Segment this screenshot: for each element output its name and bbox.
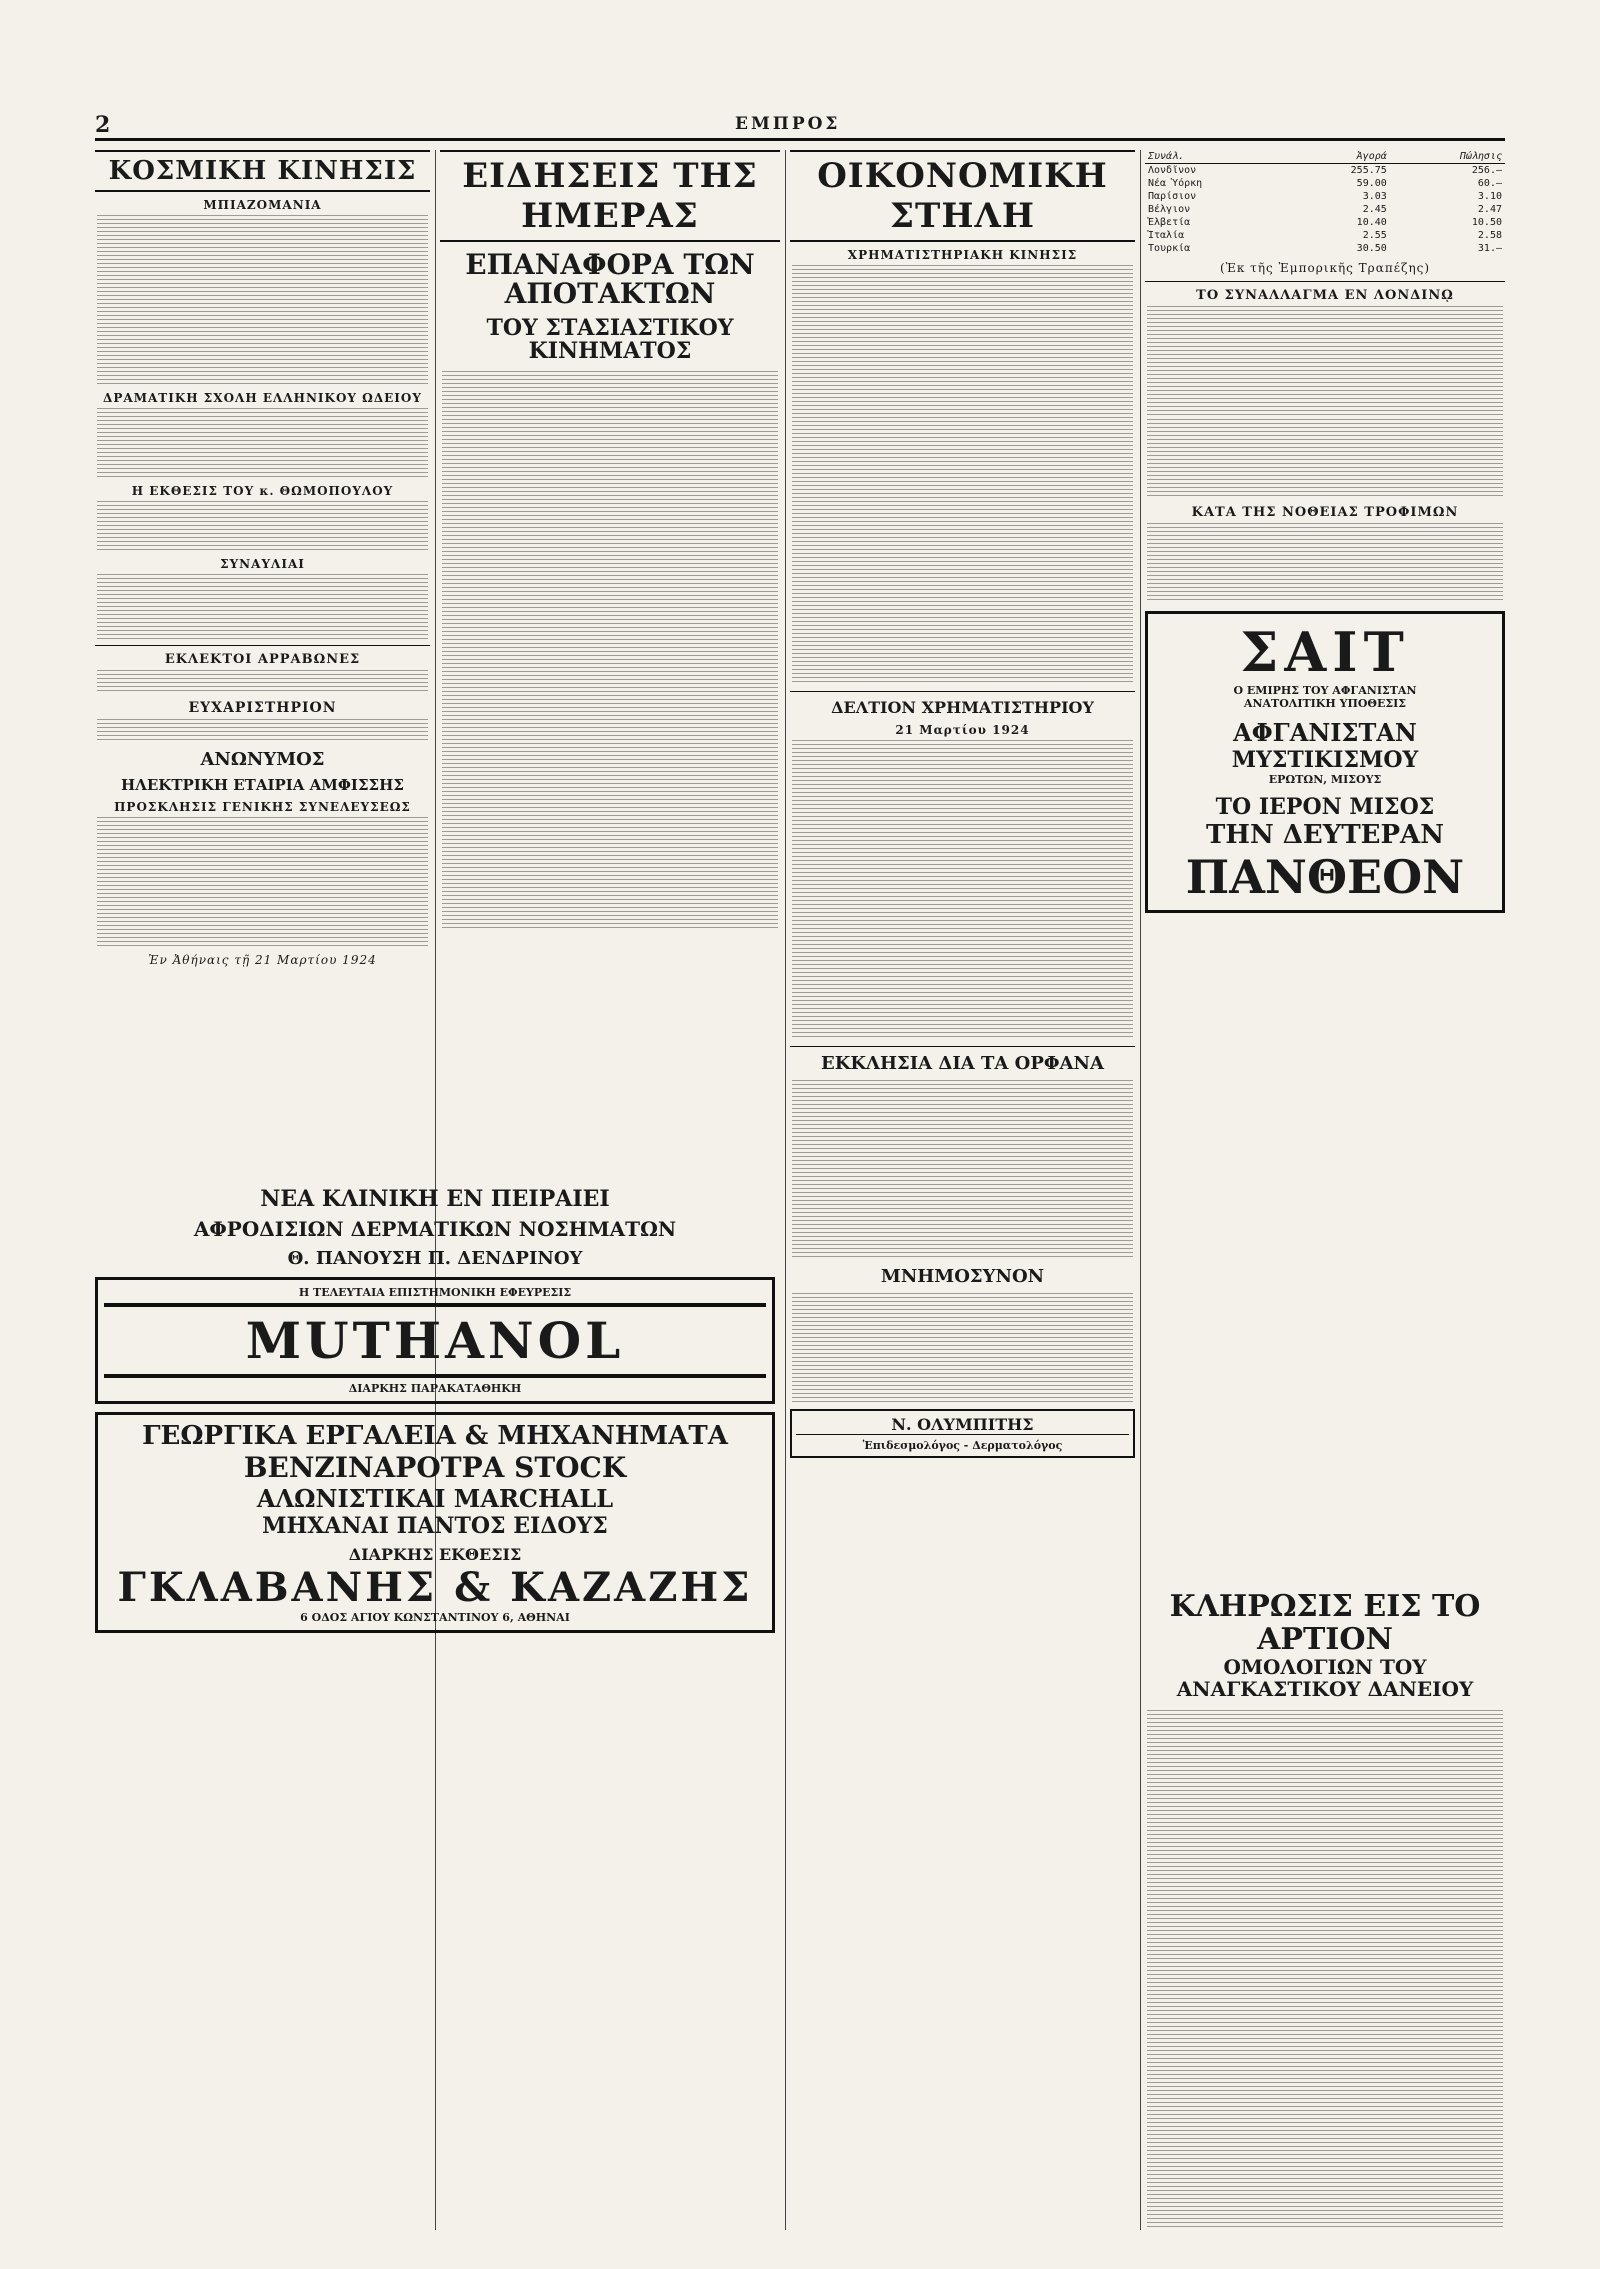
ad-subtitle: ΔΙΑΡΚΗΣ ΕΚΘΕΣΙΣ <box>348 1545 522 1565</box>
table-cell: Τουρκία <box>1148 243 1191 254</box>
lottery-subtitle: ΟΜΟΛΟΓΙΩΝ ΤΟΥ ΑΝΑΓΚΑΣΤΙΚΟΥ ΔΑΝΕΙΟΥ <box>1176 1655 1474 1701</box>
table-row <box>1145 203 1505 216</box>
column-society <box>95 150 430 969</box>
subheading: ΜΝΗΜΟΣΥΝΟΝ <box>880 1266 1045 1287</box>
newspaper-page <box>95 120 1505 2230</box>
table-cell: Παρίσιον <box>1148 191 1197 202</box>
table-cell: Βέλγιον <box>1148 204 1191 215</box>
paper-name: ΕΜΠΡΟΣ <box>735 114 841 134</box>
section-title: ΕΙΔΗΣΕΙΣ ΤΗΣ ΗΜΕΡΑΣ <box>440 150 780 242</box>
ad-title: Ν. ΟΛΥΜΠΙΤΗΣ <box>796 1415 1129 1435</box>
column-markets <box>1145 150 1505 921</box>
subheading: ΚΑΤΑ ΤΗΣ ΝΟΘΕΙΑΣ ΤΡΟΦΙΜΩΝ <box>1191 505 1459 520</box>
company-heading: ΗΛΕΚΤΡΙΚΗ ΕΤΑΙΡΙΑ ΑΜΦΙΣΣΗΣ <box>121 776 404 794</box>
article-text <box>97 215 428 385</box>
subheading: ΔΡΑΜΑΤΙΚΗ ΣΧΟΛΗ ΕΛΛΗΝΙΚΟΥ ΩΔΕΙΟΥ <box>103 391 422 405</box>
cinema-name: ΠΑΝΘΕΟΝ <box>1185 850 1465 904</box>
olympitis-ad <box>790 1409 1135 1458</box>
article-text <box>97 817 428 947</box>
table-cell: 3.10 <box>1477 191 1502 202</box>
lottery-numbers <box>1147 1710 1503 2230</box>
subheading: ΕΥΧΑΡΙΣΤΗΡΙΟΝ <box>188 700 337 716</box>
section-title: ΚΟΣΜΙΚΗ ΚΙΝΗΣΙΣ <box>95 150 430 192</box>
film-subtitle: Ο ΕΜΙΡΗΣ ΤΟΥ ΑΦΓΑΝΙΣΤΑΝ <box>1233 684 1417 697</box>
article-text <box>442 371 778 931</box>
article-text <box>792 1293 1133 1403</box>
article-text <box>792 265 1133 685</box>
table-cell: 31.— <box>1477 243 1502 254</box>
table-row <box>1145 216 1505 229</box>
cinema-ad <box>1145 611 1505 913</box>
exchange-rates-table <box>1145 150 1505 255</box>
product-line: ΒΕΝΖΙΝΑΡΟΤΡΑ STOCK <box>243 1451 627 1485</box>
product-line: ΑΛΩΝΙΣΤΙΚΑΙ MARCHALL <box>256 1484 614 1514</box>
table-cell: 30.50 <box>1356 243 1387 254</box>
table-cell: 10.40 <box>1356 217 1387 228</box>
table-cell: Νέα Ὑόρκη <box>1148 178 1203 189</box>
bulletin-title: ΔΕΛΤΙΟΝ ΧΡΗΜΑΤΙΣΤΗΡΙΟΥ <box>831 698 1094 717</box>
film-day: ΤΗΝ ΔΕΥΤΕΡΑΝ <box>1206 820 1444 850</box>
section-title: ΟΙΚΟΝΟΜΙΚΗ ΣΤΗΛΗ <box>790 150 1135 242</box>
table-row <box>1145 242 1505 255</box>
column-finance <box>790 150 1135 1464</box>
table-cell: 2.47 <box>1477 204 1502 215</box>
film-theme: ΕΡΩΤΩΝ, ΜΙΣΟΥΣ <box>1268 773 1382 786</box>
lottery-title: ΚΛΗΡΩΣΙΣ ΕΙΣ ΤΟ ΑΡΤΙΟΝ <box>1169 1589 1481 1657</box>
table-cell: 60.— <box>1477 178 1502 189</box>
subheading: Η ΕΚΘΕΣΙΣ ΤΟΥ κ. ΘΩΜΟΠΟΥΛΟΥ <box>131 484 394 498</box>
subheading: ΜΠΙΑΖΟΜΑΝΙΑ <box>203 198 322 212</box>
company-heading: ΑΝΩΝΥΜΟΣ <box>200 749 325 770</box>
article-text <box>97 719 428 743</box>
ad-heading: ΑΦΡΟΔΙΣΙΩΝ ΔΕΡΜΑΤΙΚΩΝ ΝΟΣΗΜΑΤΩΝ <box>193 1217 677 1242</box>
table-row <box>1145 229 1505 242</box>
rates-column-header: Συνάλ. <box>1145 150 1289 164</box>
subheading: ΠΡΟΣΚΛΗΣΙΣ ΓΕΝΙΚΗΣ ΣΥΝΕΛΕΥΣΕΩΣ <box>114 800 411 814</box>
article-text <box>97 574 428 639</box>
headline: ΤΟΥ ΣΤΑΣΙΑΣΤΙΚΟΥ ΚΙΝΗΜΑΤΟΣ <box>486 314 734 364</box>
ads-area <box>95 1180 775 1641</box>
headline: ΕΠΑΝΑΦΟΡΑ ΤΩΝ ΑΠΟΤΑΚΤΩΝ <box>465 248 755 311</box>
film-place: ΑΦΓΑΝΙΣΤΑΝ <box>1233 718 1417 747</box>
muthanol-ad <box>95 1277 775 1404</box>
company-address: 6 ΟΔΟΣ ΑΓΙΟΥ ΚΩΝΣΤΑΝΤΙΝΟΥ 6, ΑΘΗΝΑΙ <box>300 1611 570 1625</box>
subheading: ΣΥΝΑΥΛΙΑΙ <box>220 557 305 571</box>
bulletin-date: 21 Μαρτίου 1924 <box>895 723 1030 737</box>
subheading: ΤΟ ΣΥΝΑΛΛΑΓΜΑ ΕΝ ΛΟΝΔΙΝῼ <box>1196 288 1454 303</box>
machinery-ad <box>95 1412 775 1633</box>
rates-source: (Ἐκ τῆς Ἐμπορικῆς Τραπέζης) <box>1219 261 1431 275</box>
article-text <box>1147 523 1503 603</box>
rates-column-header: Ἀγορά <box>1289 150 1390 164</box>
ad-title: ΓΕΩΡΓΙΚΑ ΕΡΓΑΛΕΙΑ & ΜΗΧΑΝΗΜΑΤΑ <box>142 1421 728 1452</box>
page-number: 2 <box>95 112 111 138</box>
subheading: ΧΡΗΜΑΤΙΣΤΗΡΙΑΚΗ ΚΙΝΗΣΙΣ <box>847 248 1078 262</box>
company-name: ΓΚΛΑΒΑΝΗΣ & ΚΑΖΑΖΗΣ <box>117 1564 753 1612</box>
subheading: ΕΚΛΕΚΤΟΙ ΑΡΡΑΒΩΝΕΣ <box>164 652 361 667</box>
article-text <box>97 501 428 551</box>
rates-column-header: Πώλησις <box>1390 150 1505 164</box>
film-title: ΣΑΙΤ <box>1240 620 1410 684</box>
table-cell: Ἑλβετία <box>1148 217 1191 228</box>
ad-heading: ΝΕΑ ΚΛΙΝΙΚΗ ΕΝ ΠΕΙΡΑΙΕΙ <box>260 1186 610 1212</box>
table-cell: Ἰταλία <box>1148 230 1185 241</box>
table-cell: 3.03 <box>1362 191 1387 202</box>
article-text <box>1147 306 1503 416</box>
column-rule <box>1140 150 1141 2230</box>
column-rule <box>785 150 786 2230</box>
product-line: ΜΗΧΑΝΑΙ ΠΑΝΤΟΣ ΕΙΔΟΥΣ <box>262 1513 608 1540</box>
table-cell: 10.50 <box>1471 217 1502 228</box>
ad-subtitle: Ἐπιδεσμολόγος - Δερματολόγος <box>862 1439 1063 1452</box>
column-news <box>440 150 780 934</box>
table-cell: 256.— <box>1471 165 1502 176</box>
lottery-block <box>1145 1590 1505 2233</box>
article-text <box>97 670 428 694</box>
subheading: ΕΚΚΛΗΣΙΑ ΔΙΑ ΤΑ ΟΡΦΑΝΑ <box>821 1053 1104 1074</box>
table-row <box>1145 190 1505 203</box>
table-cell: Λονδῖνον <box>1148 165 1197 176</box>
table-row <box>1145 164 1505 178</box>
article-text <box>792 1080 1133 1260</box>
film-theme: ΜΥΣΤΙΚΙΣΜΟΥ <box>1231 747 1419 773</box>
date-line: Ἐν Ἀθήναις τῇ 21 Μαρτίου 1924 <box>148 953 377 967</box>
table-cell: 59.00 <box>1356 178 1387 189</box>
ad-footer: ΔΙΑΡΚΗΣ ΠΑΡΑΚΑΤΑΘΗΚΗ <box>348 1382 522 1396</box>
film-subtitle: ΑΝΑΤΟΛΙΤΙΚΗ ΥΠΟΘΕΣΙΣ <box>1243 697 1407 710</box>
table-cell: 2.58 <box>1477 230 1502 241</box>
stock-table <box>792 740 1133 1040</box>
table-cell: 2.55 <box>1362 230 1387 241</box>
ad-heading: Θ. ΠΑΝΟΥΣΗ Π. ΔΕΝΔΡΙΝΟΥ <box>287 1248 583 1270</box>
article-text <box>1147 419 1503 499</box>
table-cell: 255.75 <box>1350 165 1387 176</box>
ad-tagline: Η ΤΕΛΕΥΤΑΙΑ ΕΠΙΣΤΗΜΟΝΙΚΗ ΕΦΕΥΡΕΣΙΣ <box>298 1286 572 1300</box>
film-title-2: ΤΟ ΙΕΡΟΝ ΜΙΣΟΣ <box>1215 794 1435 820</box>
table-row <box>1145 177 1505 190</box>
product-name: MUTHANOL <box>245 1311 625 1371</box>
article-text <box>97 408 428 478</box>
table-cell: 2.45 <box>1362 204 1387 215</box>
